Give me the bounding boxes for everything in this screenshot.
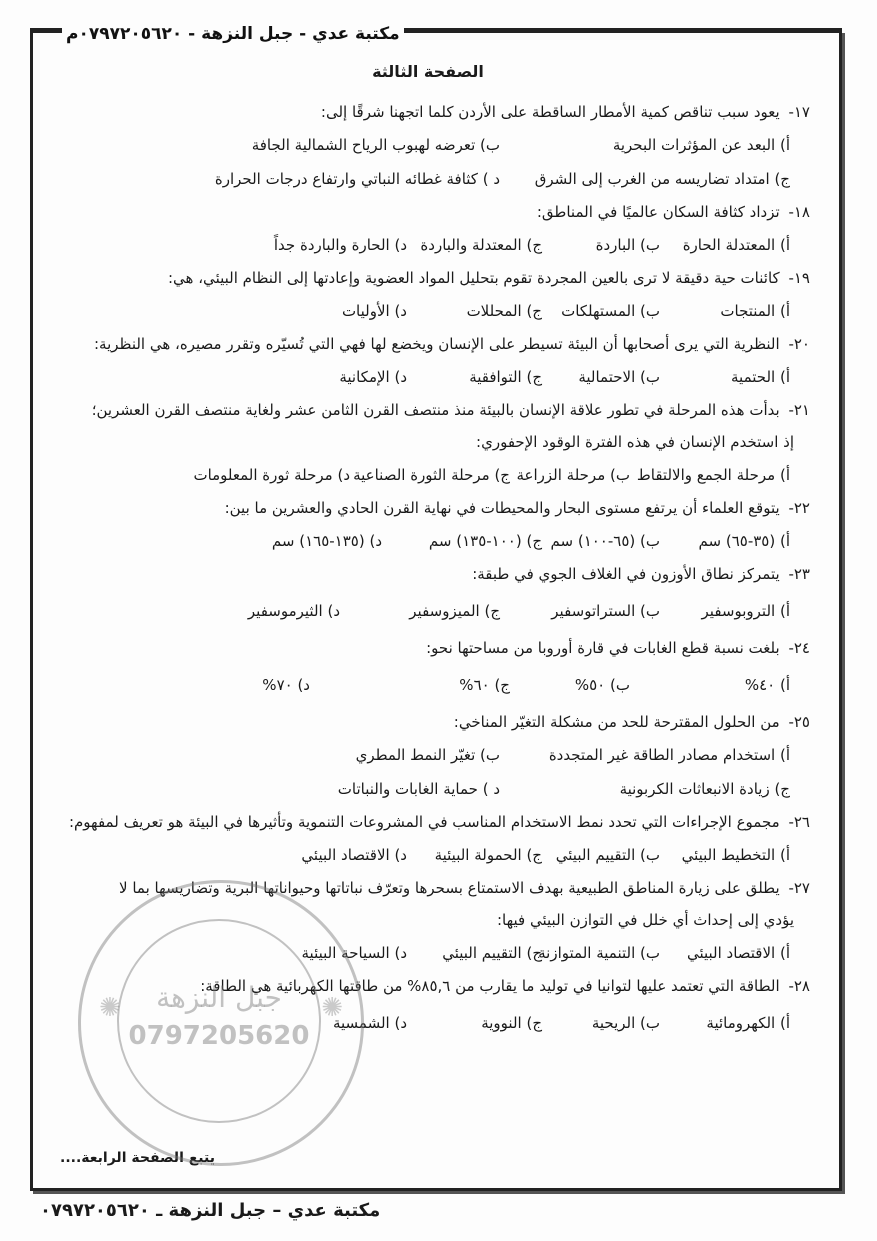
question-text: ١٩- كائنات حية دقيقة لا ترى بالعين المجردة تقوم بتحليل المواد العضوية وإعادتها إلى النظام البيئي، هي:	[167, 269, 810, 287]
option-a: أ) الكهرومائية	[706, 1014, 790, 1032]
question-24	[38, 632, 818, 706]
option-d: د ) كثافة غطائه النباتي وارتفاع درجات الحرارة	[214, 170, 500, 188]
header-strip	[30, 18, 850, 44]
option-a: أ) الاقتصاد البيئي	[686, 944, 790, 962]
option-b: ب) ٥٠%	[574, 676, 630, 694]
continue-note: يتبع الصفحة الرابعة....	[60, 1150, 215, 1166]
question-text: ٢٣- يتمركز نطاق الأوزون في الغلاف الجوي في طبقة:	[472, 565, 810, 583]
option-d: د) مرحلة ثورة المعلومات	[193, 466, 350, 484]
footer-library-line: مكتبة عدي – جبل النزهة ـ ٠٧٩٧٢٠٥٦٢٠	[40, 1200, 381, 1221]
option-a: أ) ٤٠%	[744, 676, 790, 694]
option-d: د) السياحة البيئية	[301, 944, 407, 962]
options	[38, 524, 818, 558]
question-text: ٢٠- النظرية التي يرى أصحابها أن البيئة تسيطر على الإنسان ويخضع لها فهي التي تُسيّره وتقرر مصيره، هي النظرية:	[93, 335, 810, 353]
option-a: أ) مرحلة الجمع والالتقاط	[636, 466, 790, 484]
question-17	[38, 96, 818, 196]
option-b: ب) الريحية	[591, 1014, 660, 1032]
stamp-name: جبل النزهة	[156, 981, 282, 1014]
option-c: ج) زيادة الانبعاثات الكربونية	[619, 780, 790, 798]
options	[38, 128, 818, 162]
option-c: ج) الميزوسفير	[409, 602, 500, 620]
option-a: أ) الحتمية	[731, 368, 790, 386]
option-a: أ) التروبوسفير	[701, 602, 790, 620]
options	[38, 360, 818, 394]
question-28	[38, 970, 818, 1040]
option-d: د) (١٣٥-١٦٥) سم	[271, 532, 382, 550]
option-d: د) الحارة والباردة جداً	[273, 236, 407, 254]
option-b: ب) التنمية المتوازنة	[538, 944, 660, 962]
options	[38, 162, 818, 196]
options	[38, 838, 818, 872]
question-subtext: يؤدي إلى إحداث أي خلل في التوازن البيئي فيها:	[496, 911, 794, 929]
question-20	[38, 328, 818, 394]
option-c: ج) التقييم البيئي	[442, 944, 542, 962]
star-icon: ✺	[321, 993, 343, 1023]
option-b: ب) الباردة	[595, 236, 660, 254]
option-a: أ) المعتدلة الحارة	[682, 236, 790, 254]
option-d: د ) حماية الغابات والنباتات	[337, 780, 500, 798]
option-b: ب) التقييم البيئي	[555, 846, 660, 864]
options	[38, 936, 818, 970]
option-a: أ) استخدام مصادر الطاقة غير المتجددة	[548, 746, 790, 764]
question-21	[38, 394, 818, 492]
option-b: ب) المستهلكات	[561, 302, 660, 320]
question-18	[38, 196, 818, 262]
question-text: ٢٥- من الحلول المقترحة للحد من مشكلة التغيّر المناخي:	[453, 713, 810, 731]
header-library-line: مكتبة عدي - جبل النزهة - ٠٧٩٧٢٠٥٦٢٠م	[62, 24, 404, 44]
option-c: ج) امتداد تضاريسه من الغرب إلى الشرق	[534, 170, 790, 188]
option-a: أ) البعد عن المؤثرات البحرية	[612, 136, 790, 154]
question-23	[38, 558, 818, 632]
question-text: ١٧- يعود سبب تناقص كمية الأمطار الساقطة على الأردن كلما اتجهنا شرقًا إلى:	[320, 103, 810, 121]
option-b: ب) مرحلة الزراعة	[516, 466, 630, 484]
option-c: ج) ٦٠%	[459, 676, 510, 694]
options	[38, 294, 818, 328]
options	[38, 772, 818, 806]
option-c: ج) النووية	[481, 1014, 542, 1032]
question-26	[38, 806, 818, 872]
question-text: ٢٤- بلغت نسبة قطع الغابات في قارة أوروبا من مساحتها نحو:	[426, 639, 810, 657]
question-text: ٢٦- مجموع الإجراءات التي تحدد نمط الاستخدام المناسب في المشروعات التنموية وتأثيرها في البيئة هو تعريف لمفهوم:	[68, 813, 810, 831]
option-d: د) الشمسية	[332, 1014, 407, 1032]
page-title: الصفحة الثالثة	[372, 62, 484, 81]
option-b: ب) الستراتوسفير	[551, 602, 660, 620]
option-c: ج) مرحلة الثورة الصناعية	[353, 466, 510, 484]
question-text: ٢٧- يطلق على زيارة المناطق الطبيعية بهدف الاستمتاع بسحرها وتعرّف نباتاتها وحيواناتها البرية وتضاريسها بما لا	[119, 879, 810, 897]
question-text: ٢١- بدأت هذه المرحلة في تطور علاقة الإنسان بالبيئة منذ منتصف القرن الثامن عشر ولغاية منتصف القرن العشرين؛	[91, 401, 810, 419]
option-d: د) الاقتصاد البيئي	[301, 846, 407, 864]
options	[38, 458, 818, 492]
question-25	[38, 706, 818, 806]
question-27	[38, 872, 818, 970]
option-a: أ) المنتجات	[720, 302, 790, 320]
options	[38, 664, 818, 706]
options	[38, 228, 818, 262]
stamp-phone: 0797205620	[128, 1021, 310, 1051]
exam-content	[38, 52, 818, 1040]
question-19	[38, 262, 818, 328]
option-c: ج) المحللات	[466, 302, 542, 320]
option-d: د) الأوليات	[341, 302, 407, 320]
option-d: د) ٧٠%	[262, 676, 310, 694]
option-c: ج) (١٠٠-١٣٥) سم	[428, 532, 542, 550]
star-icon: ✺	[99, 993, 121, 1023]
option-d: د) الإمكانية	[339, 368, 407, 386]
question-text: ٢٨- الطاقة التي تعتمد عليها لتوانيا في توليد ما يقارب من ٨٥,٦% من طاقتها الكهربائية هي الطاقة:	[200, 977, 810, 995]
options	[38, 590, 818, 632]
question-22	[38, 492, 818, 558]
option-b: ب) تغيّر النمط المطري	[355, 746, 500, 764]
option-c: ج) الحمولة البيئية	[434, 846, 542, 864]
option-b: ب) تعرضه لهبوب الرياح الشمالية الجافة	[251, 136, 500, 154]
options	[38, 738, 818, 772]
question-text: ١٨- تزداد كثافة السكان عالميًا في المناطق:	[536, 203, 810, 221]
option-c: ج) التوافقية	[469, 368, 542, 386]
options	[38, 1002, 818, 1040]
option-b: ب) الاحتمالية	[578, 368, 660, 386]
question-text: ٢٢- يتوقع العلماء أن يرتفع مستوى البحار والمحيطات في نهاية القرن الحادي والعشرين ما بين:	[224, 499, 810, 517]
option-b: ب) (٦٥-١٠٠) سم	[550, 532, 660, 550]
option-a: أ) التخطيط البيئي	[681, 846, 790, 864]
question-subtext: إذ استخدم الإنسان في هذه الفترة الوقود الإحفوري:	[476, 433, 794, 451]
option-a: أ) (٣٥-٦٥) سم	[698, 532, 790, 550]
option-d: د) الثيرموسفير	[247, 602, 340, 620]
option-c: ج) المعتدلة والباردة	[420, 236, 542, 254]
